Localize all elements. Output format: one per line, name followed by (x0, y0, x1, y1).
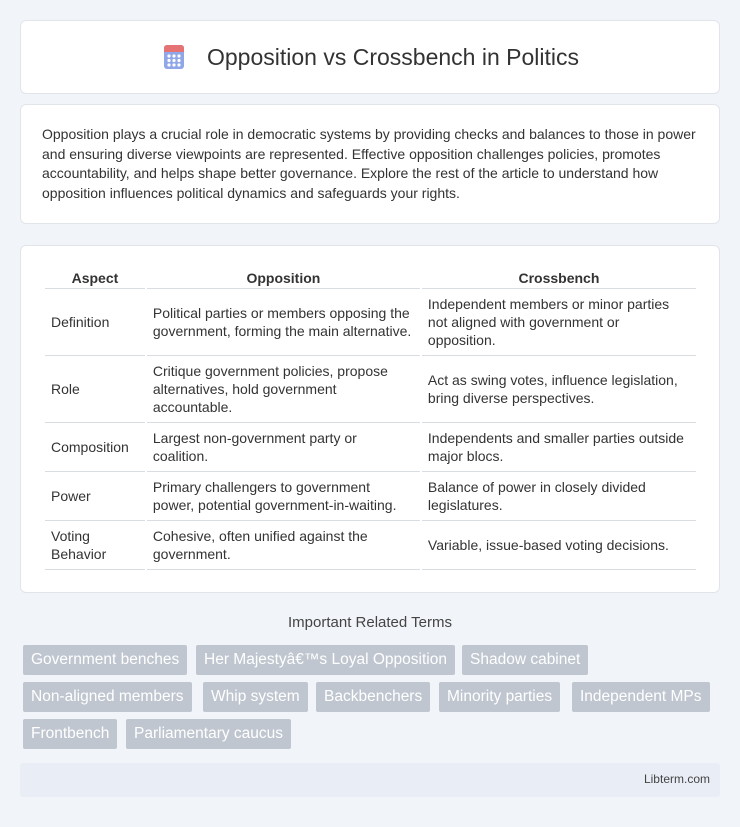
table-cell-crossbench: Balance of power in closely divided legislatures. (422, 472, 696, 521)
intro-text: Opposition plays a crucial role in democratic systems by providing checks and balances to those in power and ensuring diverse viewpoints are represented. Effective opposition challenges policies, promotes accountability, and helps shape better governance. Explore the rest of the article to understand how opposition influences political dynamics and safeguards your rights. (42, 126, 696, 201)
calculator-icon (161, 44, 187, 70)
table-cell-crossbench: Independent members or minor parties not aligned with government or opposition. (422, 289, 696, 356)
related-terms-title: Important Related Terms (288, 614, 452, 631)
table-cell-opposition: Political parties or members opposing the government, forming the main alternative. (147, 289, 420, 356)
footer (20, 763, 720, 797)
table-row (45, 521, 696, 570)
footer-site-link[interactable]: Libterm.com (643, 772, 710, 786)
tag-shadow-cabinet[interactable]: Shadow cabinet (462, 645, 588, 675)
column-header-aspect: Aspect (45, 267, 145, 289)
table-cell-aspect: Definition (45, 289, 145, 356)
table-cell-opposition: Primary challengers to government power, potential government-in-waiting. (147, 472, 420, 521)
table-row (45, 356, 696, 423)
table-cell-crossbench: Variable, issue-based voting decisions. (422, 521, 696, 570)
tag-loyal-opposition[interactable]: Her Majestyâ€™s Loyal Opposition (196, 645, 455, 675)
table-cell-crossbench: Independents and smaller parties outside major blocs. (422, 423, 696, 472)
tag-minority-parties[interactable]: Minority parties (439, 682, 560, 712)
table-row (45, 423, 696, 472)
column-header-crossbench: Crossbench (422, 267, 696, 289)
comparison-table (43, 267, 698, 570)
table-cell-aspect: Composition (45, 423, 145, 472)
column-header-opposition: Opposition (147, 267, 420, 289)
intro-card (20, 104, 720, 224)
table-cell-opposition: Largest non-government party or coalition. (147, 423, 420, 472)
tag-non-aligned-members[interactable]: Non-aligned members (23, 682, 192, 712)
page-title: Opposition vs Crossbench in Politics (207, 43, 579, 70)
comparison-table-card (20, 245, 720, 593)
table-cell-aspect: Power (45, 472, 145, 521)
table-row (45, 289, 696, 356)
table-cell-aspect: Voting Behavior (45, 521, 145, 570)
table-row (45, 472, 696, 521)
tag-backbenchers[interactable]: Backbenchers (316, 682, 430, 712)
table-cell-opposition: Critique government policies, propose alternatives, hold government accountable. (147, 356, 420, 423)
header-card (20, 20, 720, 94)
tag-independent-mps[interactable]: Independent MPs (572, 682, 710, 712)
tag-government-benches[interactable]: Government benches (23, 645, 187, 675)
table-cell-crossbench: Act as swing votes, influence legislation, bring diverse perspectives. (422, 356, 696, 423)
tag-frontbench[interactable]: Frontbench (23, 719, 117, 749)
table-cell-aspect: Role (45, 356, 145, 423)
table-header-row (45, 267, 696, 289)
table-cell-opposition: Cohesive, often unified against the government. (147, 521, 420, 570)
tag-whip-system[interactable]: Whip system (203, 682, 308, 712)
tag-parliamentary-caucus[interactable]: Parliamentary caucus (126, 719, 291, 749)
